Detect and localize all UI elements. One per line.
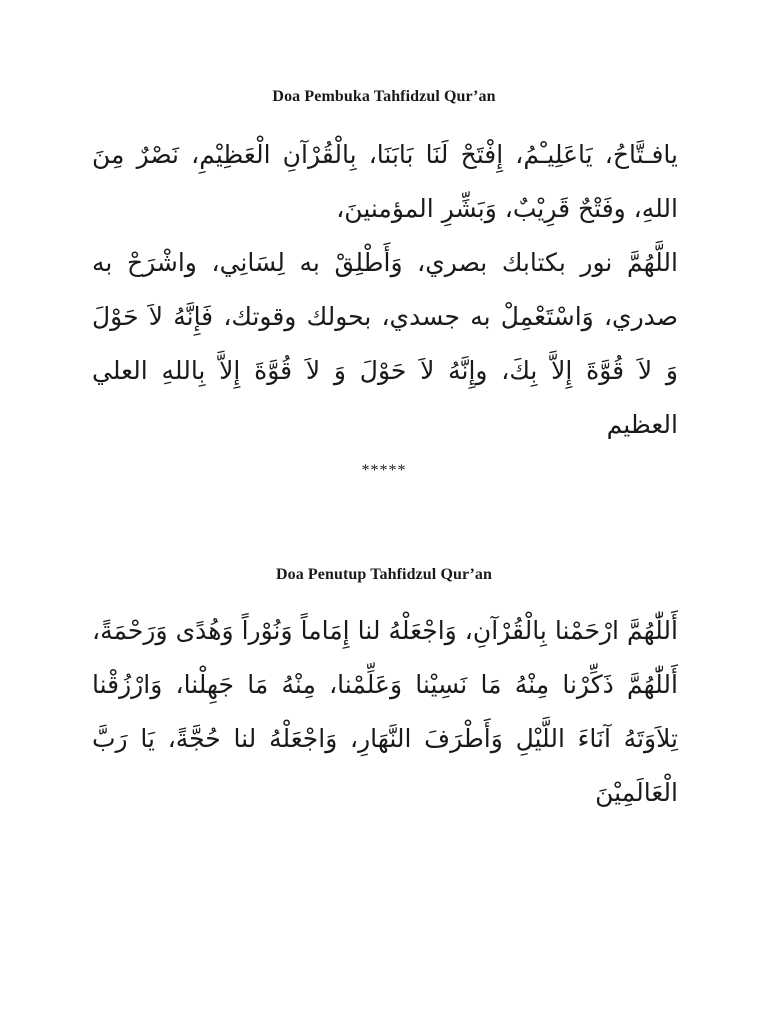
opening-prayer-paragraph: اللَّهُمَّ نور بكتابك بصري، وَأَطْلِقْ به لِسَانِي، واشْرَحْ به صدري، وَاسْتَعْمِلْ به جسدي، بحولك وقوتك، فَإِنَّهُ لاَ حَوْلَ وَ لاَ قُوَّةَ إِلاَّ بِكَ، وإِنَّهُ لاَ حَوْلَ وَ لاَ قُوَّةَ إِلاَّ بِاللهِ العلي العظيم (92, 248, 678, 439)
opening-prayer-text (92, 128, 678, 452)
closing-prayer-paragraph: أَللّٰهُمَّ ارْحَمْنا بِالْقُرْآنِ، وَاجْعَلْهُ لنا إِمَاماً وَنُوْراً وَهُدًى وَرَحْمَةً، أَللّٰهُمَّ ذَكِّرْنا مِنْهُ مَا نَسِيْنا وَعَلِّمْنا، مِنْهُ مَا جَهِلْنا، وَارْزُقْنا تِلاَوَتَهُ آنَاءَ اللَّيْلِ وَأَطْرَفَ النَّهَارِ، وَاجْعَلْهُ لنا حُجَّةً، يَا رَبَّ الْعَالَمِيْنَ (92, 616, 678, 807)
opening-prayer-title: Doa Pembuka Tahfidzul Qur’an (272, 88, 496, 105)
opening-prayer-paragraph: يافـتَّاحُ، يَاعَلِيـْمُ، إِفْتَحْ لَنَا بَابَنَا، بِالْقُرْآنِ الْعَظِيْمِ، نَصْرٌ مِنَ اللهِ، وفَتْحٌ قَرِيْبٌ، وَبَشِّرِ المؤمنينَ، (92, 140, 678, 223)
closing-prayer-title: Doa Penutup Tahfidzul Qur’an (275, 566, 493, 583)
section-separator: ***** (361, 462, 407, 479)
closing-prayer-text (92, 604, 678, 820)
